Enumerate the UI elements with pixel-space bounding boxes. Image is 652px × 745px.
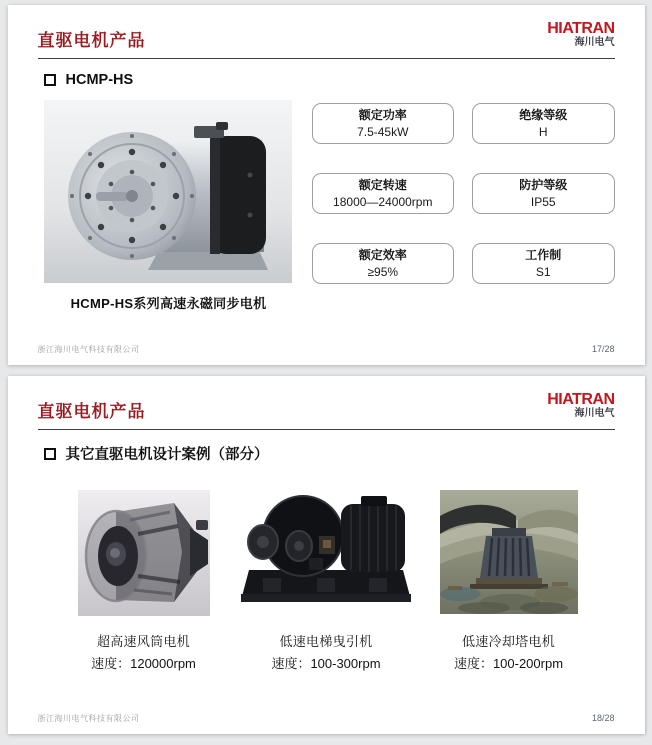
spec-label: 防护等级 xyxy=(519,178,568,192)
case-name: 超高速风筒电机 xyxy=(96,634,191,649)
spec-label: 额定转速 xyxy=(358,178,407,192)
logo-chinese-name: 海川电气 xyxy=(574,408,615,419)
case-gallery xyxy=(56,490,597,672)
spec-box-rated-efficiency xyxy=(312,243,455,284)
spec-box-duty-cycle xyxy=(472,243,615,284)
footer-company-name: 浙江海川电气科技有限公司 xyxy=(37,714,140,723)
hcmp-hs-motor-image xyxy=(44,100,292,283)
slide1-title: 直驱电机产品 xyxy=(37,31,146,50)
spec-label: 绝缘等级 xyxy=(519,108,568,122)
slide-page-17 xyxy=(8,5,645,365)
spec-value: IP55 xyxy=(530,194,556,209)
logo-wordmark: HIATRAN xyxy=(547,20,615,37)
footer-page-number: 18/28 xyxy=(591,713,615,723)
spec-label: 工作制 xyxy=(525,248,562,262)
spec-label: 额定效率 xyxy=(358,248,407,262)
motor-image-caption: HCMP-HS系列高速永磁同步电机 xyxy=(70,296,267,311)
spec-box-protection-class xyxy=(472,173,615,214)
slide1-header xyxy=(8,5,645,51)
spec-box-rated-power xyxy=(312,103,455,144)
logo-wordmark: HIATRAN xyxy=(547,391,615,408)
cooling-tower-motor-image xyxy=(440,490,578,614)
header-divider xyxy=(38,429,615,430)
case-duct-fan-motor xyxy=(56,490,232,672)
slide1-footer xyxy=(38,344,615,355)
spec-value: S1 xyxy=(535,264,551,279)
footer-company-name: 浙江海川电气科技有限公司 xyxy=(37,345,140,354)
slide2-footer xyxy=(38,713,615,724)
case-cooling-tower-motor xyxy=(421,490,597,672)
case-speed: 速度：100-200rpm xyxy=(453,656,564,671)
spec-value: H xyxy=(538,124,548,139)
case-name: 低速冷却塔电机 xyxy=(461,634,556,649)
spec-label: 额定功率 xyxy=(358,108,407,122)
elevator-traction-machine-image xyxy=(241,490,411,612)
case-name: 低速电梯曳引机 xyxy=(279,634,373,649)
footer-page-number: 17/28 xyxy=(591,344,615,354)
company-logo xyxy=(547,21,614,48)
slide2-section-heading xyxy=(44,443,615,464)
slide2-section-label: 其它直驱电机设计案例（部分） xyxy=(65,447,269,463)
case-speed: 速度：100-300rpm xyxy=(271,656,381,671)
spec-box-insulation-class xyxy=(472,103,615,144)
square-bullet-icon xyxy=(44,74,56,86)
logo-chinese-name: 海川电气 xyxy=(574,37,615,48)
square-bullet-icon xyxy=(44,448,56,460)
slide-page-18 xyxy=(8,376,645,734)
spec-value: 7.5-45kW xyxy=(357,124,409,139)
spec-value: 18000—24000rpm xyxy=(333,194,433,209)
duct-fan-motor-image xyxy=(78,490,210,616)
motor-figure xyxy=(44,100,294,312)
slide2-header xyxy=(8,376,645,422)
spec-grid xyxy=(312,100,615,312)
case-speed: 速度：120000rpm xyxy=(91,656,196,671)
slide1-section-label: HCMP-HS xyxy=(65,72,134,88)
slide2-title: 直驱电机产品 xyxy=(37,402,146,421)
slide1-section-heading xyxy=(44,72,615,88)
case-elevator-traction-machine xyxy=(238,490,414,672)
company-logo xyxy=(547,392,614,419)
header-divider xyxy=(38,58,615,59)
spec-value: ≥95% xyxy=(367,264,399,279)
spec-box-rated-speed xyxy=(312,173,455,214)
